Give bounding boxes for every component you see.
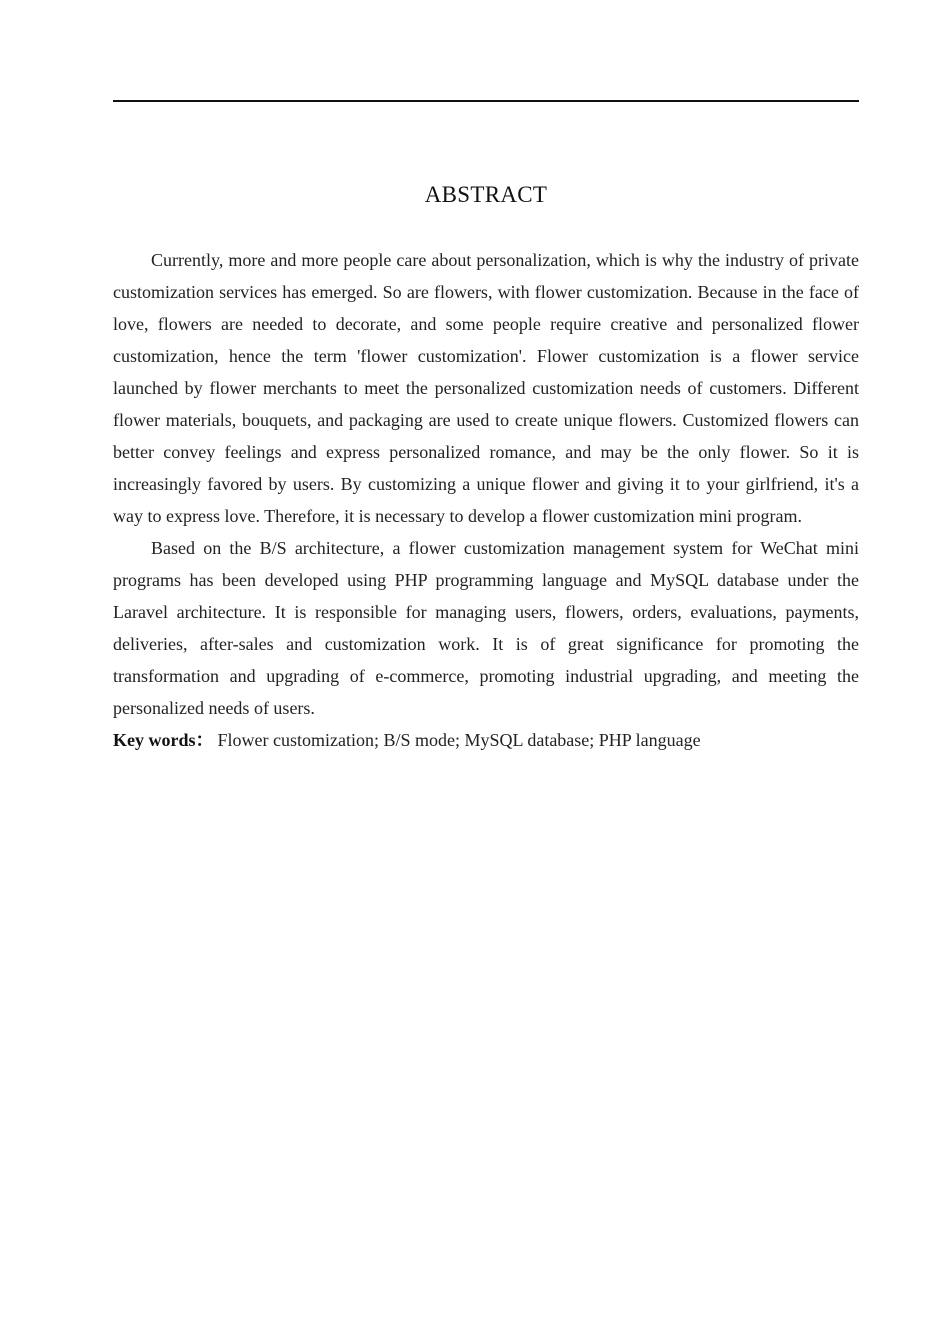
header-rule	[113, 100, 859, 102]
keywords-label: Key words：	[113, 730, 214, 750]
abstract-body	[113, 244, 859, 756]
keywords-value: Flower customization; B/S mode; MySQL database; PHP language	[217, 730, 701, 750]
abstract-paragraph-1: Currently, more and more people care about personalization, which is why the industry of private customization services has emerged. So are flowers, with flower customization. Because in the face of love, flowers are needed to decorate, and some people require creative and personalized flower customization, hence the term 'flower customization'. Flower customization is a flower service launched by flower merchants to meet the personalized customization needs of customers. Different flower materials, bouquets, and packaging are used to create unique flowers. Customized flowers can better convey feelings and express personalized romance, and may be the only flower. So it is increasingly favored by users. By customizing a unique flower and giving it to your girlfriend, it's a way to express love. Therefore, it is necessary to develop a flower customization mini program.	[113, 250, 859, 526]
keywords-line	[113, 724, 859, 756]
abstract-title: ABSTRACT	[424, 182, 548, 207]
abstract-paragraph-2: Based on the B/S architecture, a flower customization management system for WeChat mini programs has been developed using PHP programming language and MySQL database under the Laravel architecture. It is responsible for managing users, flowers, orders, evaluations, payments, deliveries, after-sales and customization work. It is of great significance for promoting the transformation and upgrading of e-commerce, promoting industrial upgrading, and meeting the personalized needs of users.	[113, 538, 859, 718]
